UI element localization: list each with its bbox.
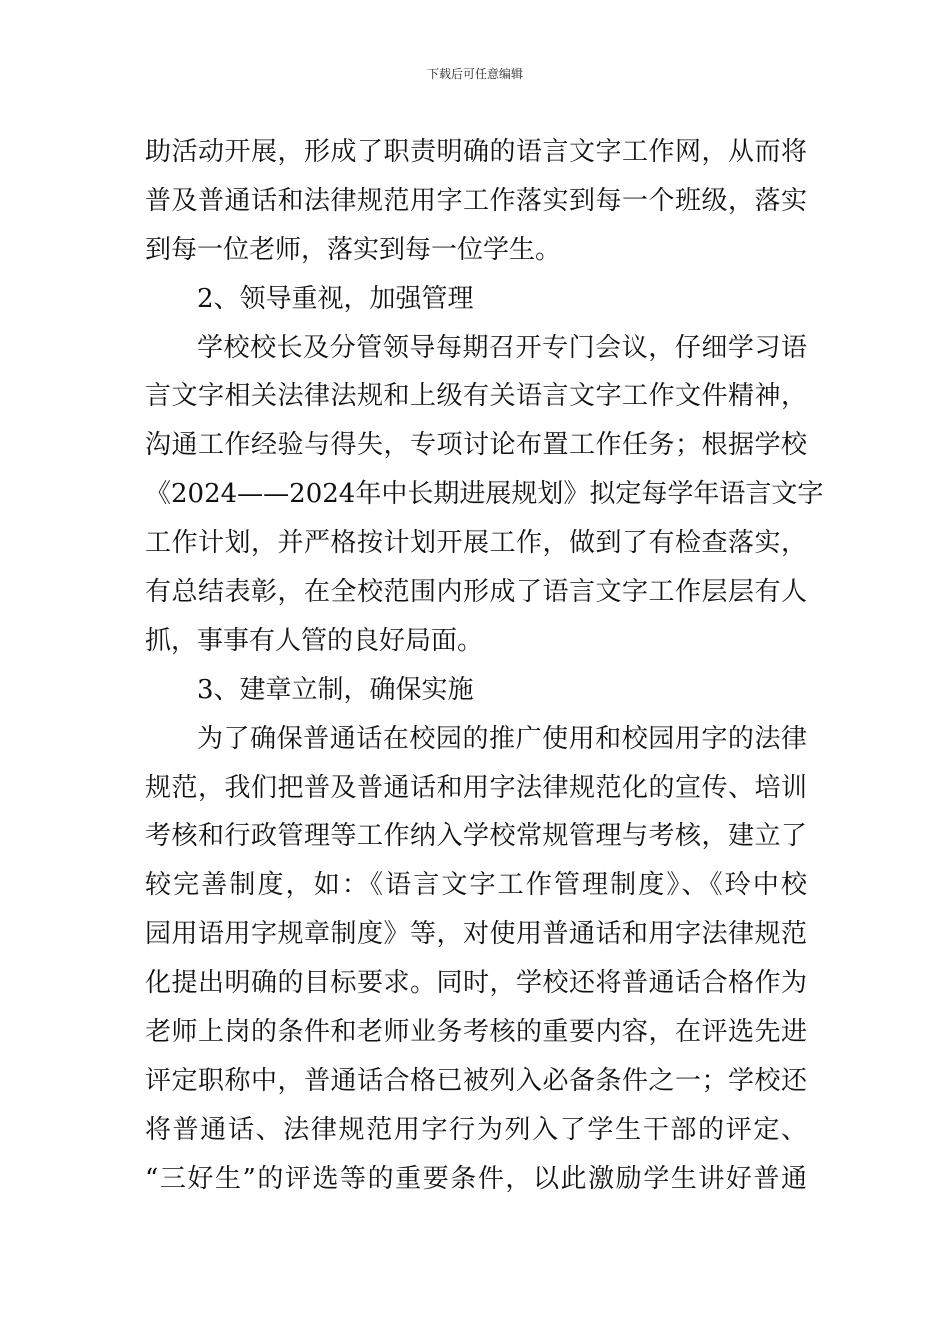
text-line: 为了确保普通话在校园的推广使用和校园用字的法律 bbox=[197, 723, 807, 754]
section-heading: 3、建章立制，确保实施 bbox=[197, 674, 474, 705]
document-body bbox=[145, 128, 824, 1204]
text-line: “三好生”的评选等的重要条件，以此激励学生讲好普通 bbox=[145, 1163, 807, 1194]
text-line: 助活动开展，形成了职责明确的语言文字工作网，从而将 bbox=[145, 137, 807, 167]
text-line: 沟通工作经验与得失，专项讨论布置工作任务；根据学校 bbox=[145, 430, 807, 461]
text-line: 普及普通话和法律规范用字工作落实到每一个班级，落实 bbox=[145, 185, 807, 216]
text-line: 较完善制度，如：《语言文字工作管理制度》、《玲中校 bbox=[145, 870, 807, 901]
text-line: 有总结表彰，在全校范围内形成了语言文字工作层层有人 bbox=[145, 577, 807, 608]
text-line: 老师上岗的条件和老师业务考核的重要内容，在评选先进 bbox=[145, 1017, 807, 1048]
text-line: 规范，我们把普及普通话和用字法律规范化的宣传、培训 bbox=[145, 772, 807, 803]
text-line: 到每一位老师，落实到每一位学生。 bbox=[145, 234, 562, 265]
text-line: 考核和行政管理等工作纳入学校常规管理与考核，建立了 bbox=[145, 821, 807, 852]
text-line: 学校校长及分管领导每期召开专门会议，仔细学习语 bbox=[197, 332, 807, 363]
text-line: 化提出明确的目标要求。同时，学校还将普通话合格作为 bbox=[145, 968, 807, 999]
page-header: 下载后可任意编辑 bbox=[426, 67, 523, 81]
text-line: 评定职称中，普通话合格已被列入必备条件之一；学校还 bbox=[145, 1065, 807, 1096]
text-line: 将普通话、法律规范用字行为列入了学生干部的评定、 bbox=[145, 1114, 807, 1145]
text-line: 园用语用字规章制度》等，对使用普通话和用字法律规范 bbox=[145, 919, 807, 950]
text-line: 《2024——2024年中长期进展规划》拟定每学年语言文字 bbox=[145, 479, 824, 510]
section-heading: 2、领导重视，加强管理 bbox=[197, 283, 474, 314]
text-line: 言文字相关法律法规和上级有关语言文字工作文件精神， bbox=[145, 381, 807, 412]
text-line: 抓，事事有人管的良好局面。 bbox=[145, 625, 484, 656]
text-line: 工作计划，并严格按计划开展工作，做到了有检查落实， bbox=[145, 528, 807, 559]
